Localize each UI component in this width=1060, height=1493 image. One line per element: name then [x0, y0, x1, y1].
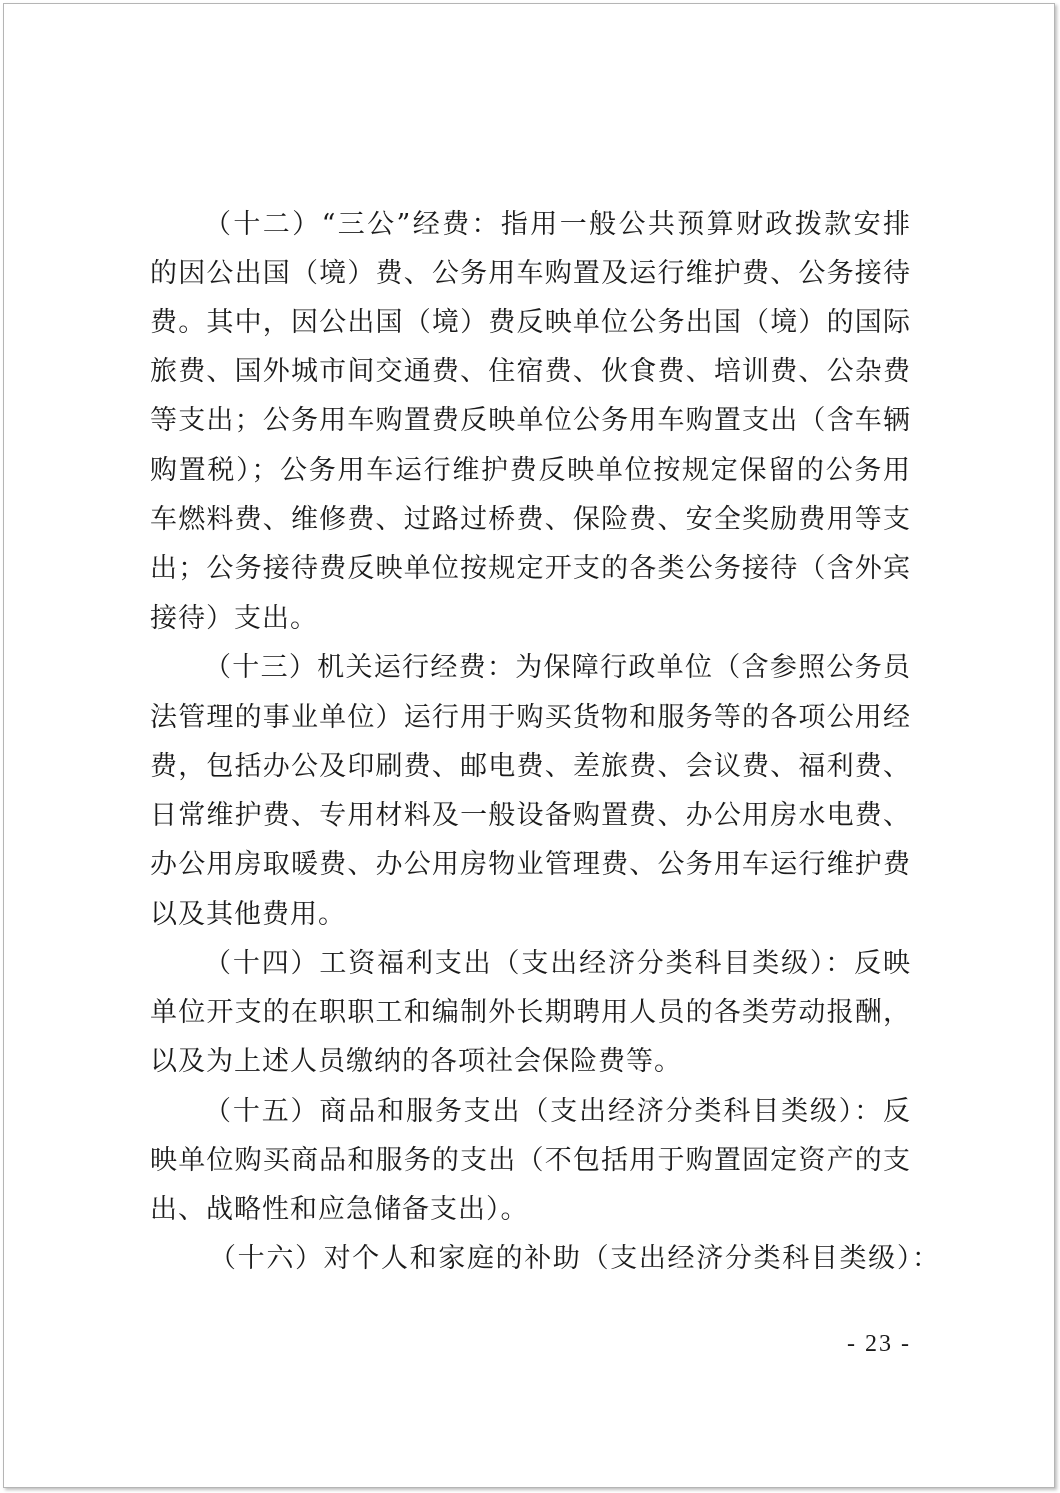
- p15-line-3: 出、战略性和应急储备支出）。: [150, 1194, 529, 1225]
- p15-line-2: 映单位购买商品和服务的支出（不包括用于购置固定资产的支: [150, 1145, 910, 1176]
- p12-line-3: 费。其中，因公出国（境）费反映单位公务出国（境）的国际: [150, 307, 910, 338]
- p12-line-6: 购置税）；公务用车运行维护费反映单位按规定保留的公务用: [150, 455, 910, 486]
- p13-line-5: 办公用房取暖费、办公用房物业管理费、公务用车运行维护费: [150, 849, 910, 880]
- p12-line-5: 等支出；公务用车购置费反映单位公务用车购置支出（含车辆: [150, 405, 910, 436]
- p14-line-2: 单位开支的在职职工和编制外长期聘用人员的各类劳动报酬，: [150, 997, 910, 1028]
- p12-line-2: 的因公出国（境）费、公务用车购置及运行维护费、公务接待: [150, 258, 910, 289]
- document-page: [3, 3, 1055, 1488]
- p13-line-2: 法管理的事业单位）运行用于购买货物和服务等的各项公用经: [150, 702, 910, 733]
- p12-line-8: 出；公务接待费反映单位按规定开支的各类公务接待（含外宾: [150, 553, 910, 584]
- p16-line-1: （十六）对个人和家庭的补助（支出经济分类科目类级）：: [209, 1243, 939, 1274]
- page-number: - 23 -: [847, 1331, 911, 1357]
- p12-line-7: 车燃料费、维修费、过路过桥费、保险费、安全奖励费用等支: [150, 504, 910, 535]
- p13-line-3: 费，包括办公及印刷费、邮电费、差旅费、会议费、福利费、: [150, 751, 910, 782]
- p12-line-4: 旅费、国外城市间交通费、住宿费、伙食费、培训费、公杂费: [150, 356, 910, 387]
- p13-line-1: （十三）机关运行经费：为保障行政单位（含参照公务员: [204, 652, 910, 683]
- p14-line-3: 以及为上述人员缴纳的各项社会保险费等。: [150, 1046, 682, 1077]
- p14-line-1: （十四）工资福利支出（支出经济分类科目类级）：反映: [204, 948, 910, 979]
- p13-line-6: 以及其他费用。: [150, 899, 346, 930]
- p15-line-1: （十五）商品和服务支出（支出经济分类科目类级）：反: [204, 1096, 910, 1127]
- p12-line-1: （十二）“三公”经费：指用一般公共预算财政拨款安排: [204, 209, 910, 240]
- p13-line-4: 日常维护费、专用材料及一般设备购置费、办公用房水电费、: [150, 800, 910, 831]
- p12-line-9: 接待）支出。: [150, 603, 318, 634]
